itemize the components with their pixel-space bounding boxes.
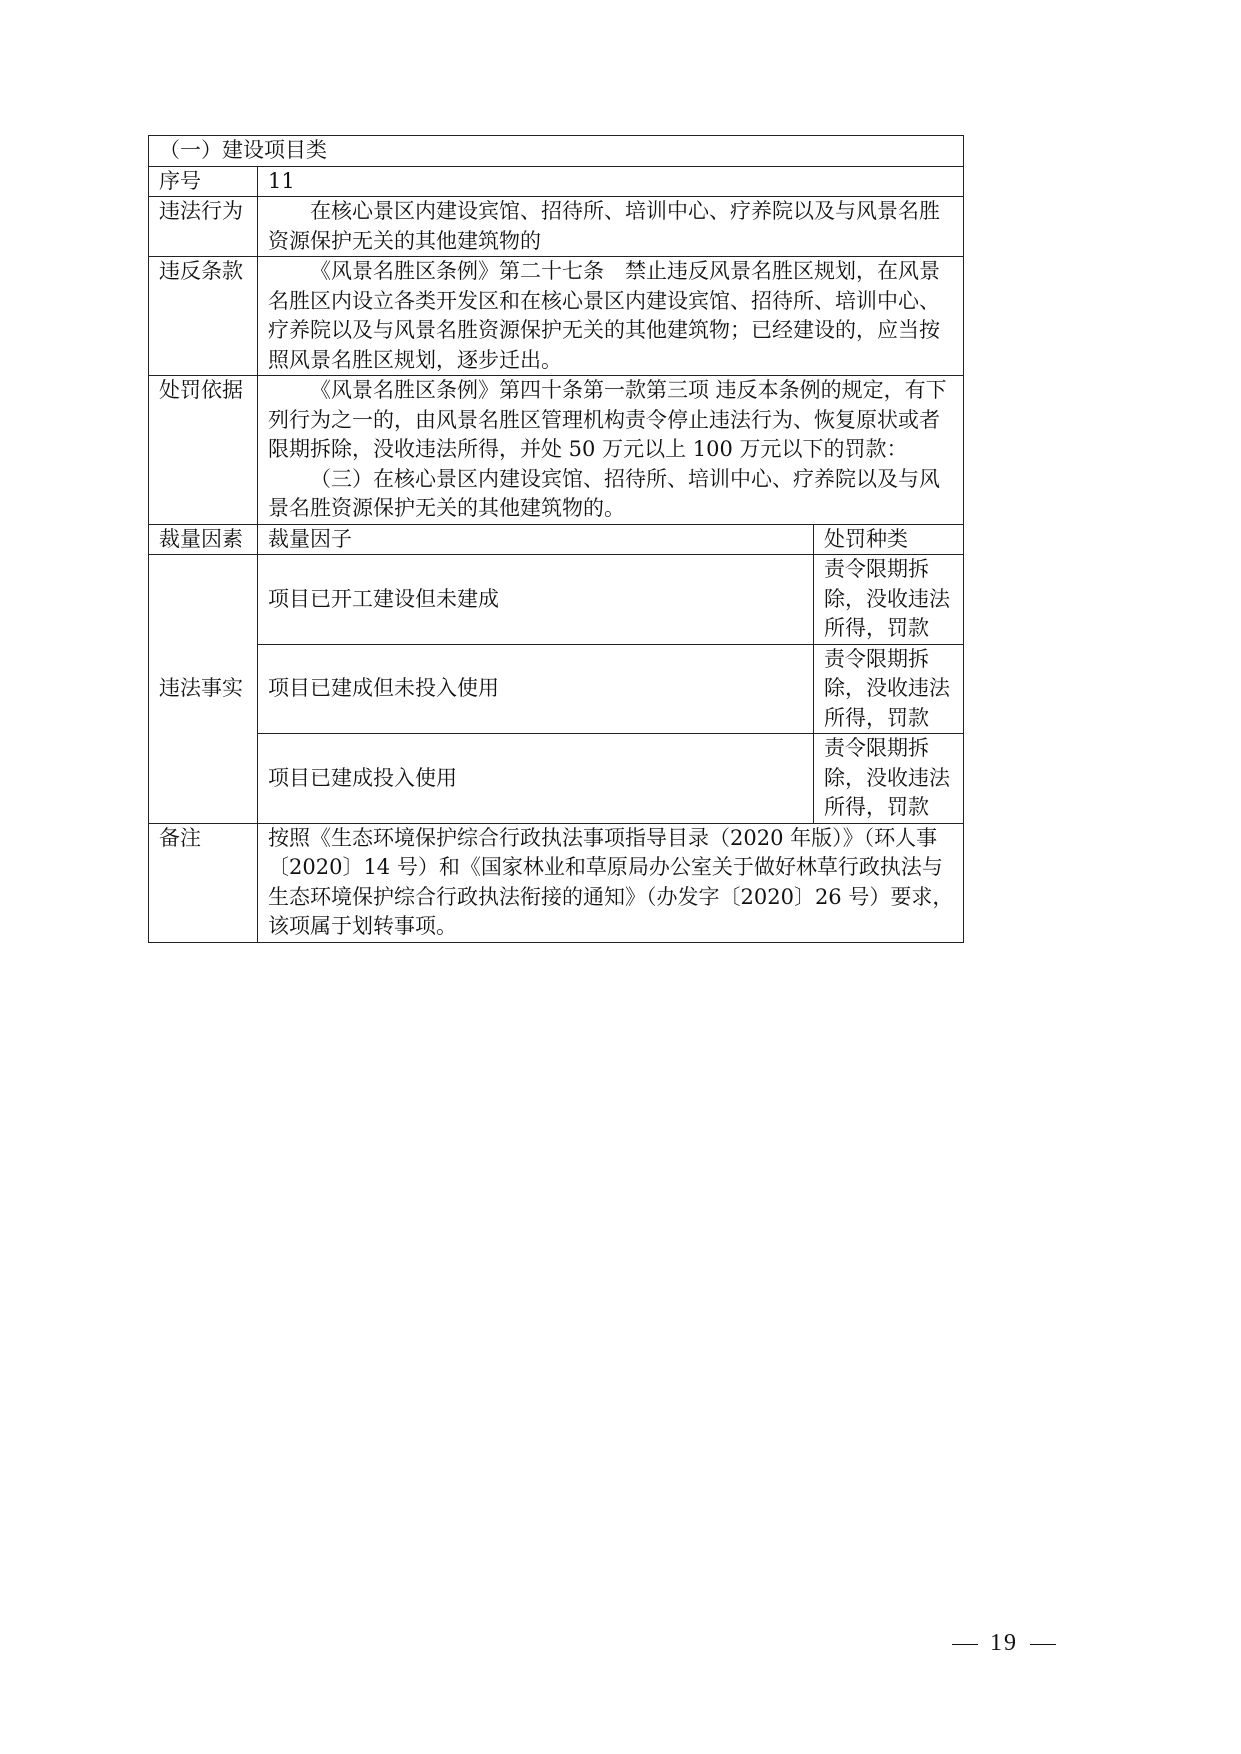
enforcement-item-table bbox=[148, 135, 964, 943]
discretion-label: 裁量因素 bbox=[149, 524, 258, 555]
serial-row bbox=[149, 166, 964, 197]
penalty-basis-paragraph-2: （三）在核心景区内建设宾馆、招待所、培训中心、疗养院以及与风景名胜资源保护无关的其他建筑物的。 bbox=[268, 466, 940, 520]
penalty-basis-cell bbox=[258, 376, 964, 525]
remarks-text: 按照《生态环境保护综合行政执法事项指导目录（2020 年版）》（环人事〔2020〕14 号）和《国家林业和草原局办公室关于做好林草行政执法与生态环境保护综合行政执法衔接的通知》（办发字〔2020〕26 号）要求，该项属于划转事项。 bbox=[258, 823, 964, 942]
discretion-row bbox=[149, 644, 964, 734]
discretion-penalty: 责令限期拆除，没收违法所得，罚款 bbox=[814, 555, 964, 645]
discretion-factor: 项目已建成投入使用 bbox=[258, 734, 814, 824]
serial-label: 序号 bbox=[149, 166, 258, 197]
violated-clause-label: 违反条款 bbox=[149, 257, 258, 376]
remarks-label: 备注 bbox=[149, 823, 258, 942]
violated-clause-text: 《风景名胜区条例》第二十七条 禁止违反风景名胜区规划，在风景名胜区内设立各类开发区和在核心景区内建设宾馆、招待所、培训中心、疗养院以及与风景名胜资源保护无关的其他建筑物；已经建设的，应当按照风景名胜区规划，逐步迁出。 bbox=[258, 257, 964, 376]
discretion-group-label: 违法事实 bbox=[149, 555, 258, 824]
section-title: （一）建设项目类 bbox=[149, 136, 964, 167]
dash-left bbox=[952, 1644, 978, 1645]
illegal-act-row bbox=[149, 197, 964, 257]
page-number-value: 19 bbox=[990, 1630, 1018, 1656]
discretion-penalty: 责令限期拆除，没收违法所得，罚款 bbox=[814, 734, 964, 824]
discretion-row bbox=[149, 734, 964, 824]
penalty-basis-row bbox=[149, 376, 964, 525]
serial-value: 11 bbox=[258, 166, 964, 197]
remarks-row bbox=[149, 823, 964, 942]
illegal-act-label: 违法行为 bbox=[149, 197, 258, 257]
discretion-header-row bbox=[149, 524, 964, 555]
penalty-basis-paragraph-1: 《风景名胜区条例》第四十条第一款第三项 违反本条例的规定，有下列行为之一的，由风景名胜区管理机构责令停止违法行为、恢复原状或者限期拆除，没收违法所得，并处 50 万元以上 100 万元以下的罚款： bbox=[268, 378, 947, 461]
illegal-act-text: 在核心景区内建设宾馆、招待所、培训中心、疗养院以及与风景名胜资源保护无关的其他建筑物的 bbox=[258, 197, 964, 257]
section-title-row bbox=[149, 136, 964, 167]
discretion-factor: 项目已建成但未投入使用 bbox=[258, 644, 814, 734]
discretion-factor: 项目已开工建设但未建成 bbox=[258, 555, 814, 645]
discretion-penalty: 责令限期拆除，没收违法所得，罚款 bbox=[814, 644, 964, 734]
violated-clause-row bbox=[149, 257, 964, 376]
discretion-row bbox=[149, 555, 964, 645]
factor-header: 裁量因子 bbox=[258, 524, 814, 555]
penalty-basis-label: 处罚依据 bbox=[149, 376, 258, 525]
dash-right bbox=[1030, 1644, 1056, 1645]
page-number bbox=[940, 1630, 1068, 1657]
penalty-type-header: 处罚种类 bbox=[814, 524, 964, 555]
